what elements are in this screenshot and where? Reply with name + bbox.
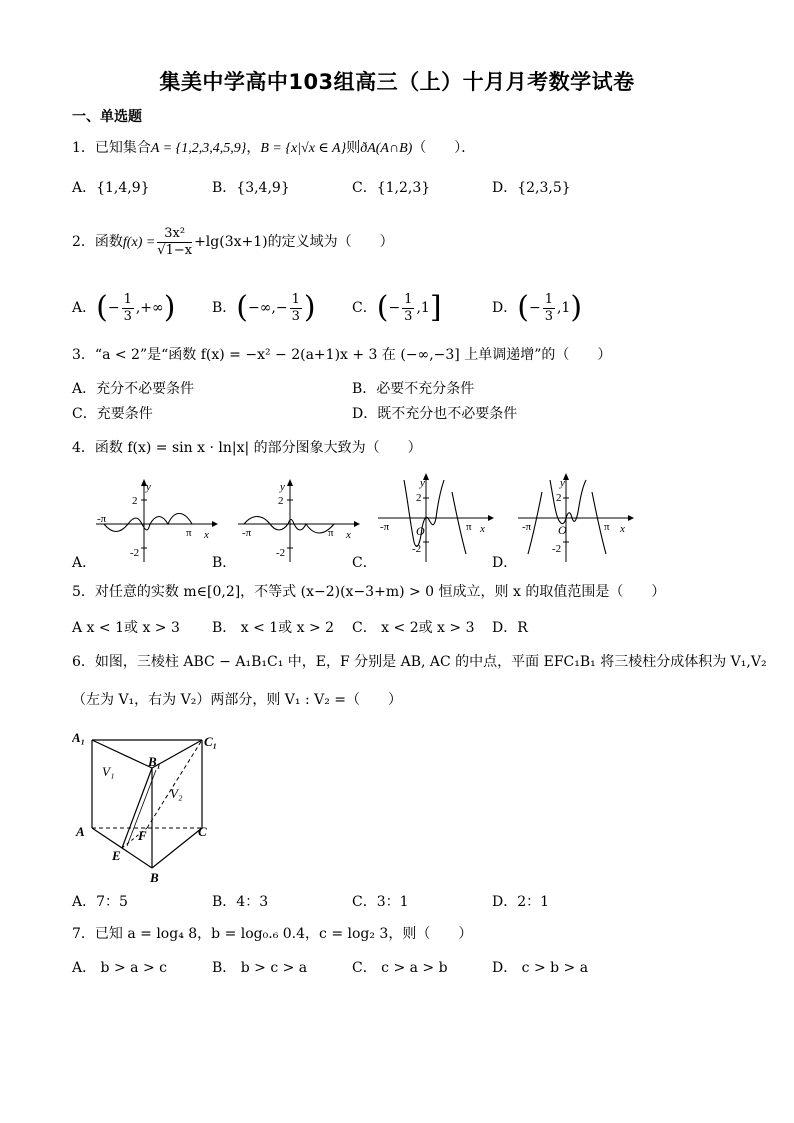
svg-text:2: 2 [132,495,138,507]
question-5: 5．对任意的实数 m∈[0,2]，不等式 (x−2)(x−3+m) > 0 恒成立，则 x 的取值范围是（ ） [72,584,666,600]
q6-option-a[interactable]: A．7：5 [72,894,128,910]
svg-text:F: F [138,828,147,843]
svg-text:-π: -π [380,521,390,533]
svg-text:x: x [346,529,351,541]
q3-option-b[interactable]: B．必要不充分条件 [352,381,475,397]
svg-text:y: y [420,477,425,489]
svg-text:A: A [76,824,85,839]
q2-option-b[interactable]: B．(−∞,− $\frac{1}{3}$ ) [212,290,316,325]
question-4: 4．函数 f(x) = sin x · ln|x| 的部分图象大致为（ ） [72,440,422,456]
q7-option-c[interactable]: C． c > a > b [352,960,448,976]
svg-text:2: 2 [556,492,562,504]
q4-graph-b [236,478,360,564]
q4-option-b[interactable]: B． [212,555,237,571]
svg-text:-2: -2 [412,543,422,555]
svg-text:-π: -π [242,527,252,539]
q6-option-d[interactable]: D．2：1 [492,894,550,910]
svg-text:2: 2 [416,492,422,504]
svg-text:x: x [480,523,485,535]
q1-option-d[interactable]: D．{2,3,5} [492,180,571,196]
q6-prism-figure [72,728,232,886]
q3-option-a[interactable]: A．充分不必要条件 [72,381,195,397]
question-2: 2．函数f(x) = $\frac{\text{3x²}}{√1-x}$ +lg(3x+1)的定义域为（ ） [72,225,394,258]
q2-option-d[interactable]: D．(− $\frac{1}{3}$ ,1) [492,290,583,325]
svg-text:C₁: C₁ [204,734,218,749]
q6-option-b[interactable]: B．4：3 [212,894,269,910]
svg-text:-2: -2 [552,543,562,555]
q5-option-c[interactable]: C． x < 2或 x > 3 [352,620,475,636]
q4-option-d[interactable]: D． [492,555,518,571]
q5-option-d[interactable]: D．R [492,620,528,636]
svg-text:-π: -π [97,513,107,525]
q6-option-c[interactable]: C．3：1 [352,894,409,910]
svg-text:-2: -2 [130,547,140,559]
exam-title: 集美中学高中103组高三（上）十月月考数学试卷 [159,70,635,94]
q1-option-b[interactable]: B．{3,4,9} [212,180,290,196]
question-3: 3．“a < 2”是“函数 f(x) = −x² − 2(a+1)x + 3 在 (−∞,−3] 上单调递增”的（ ） [72,347,612,363]
svg-text:-π: -π [522,521,532,533]
question-6-line-1: 6．如图，三棱柱 ABC − A₁B₁C₁ 中，E，F 分别是 AB, AC 的中点，平面 EFC₁B₁ 将三棱柱分成体积为 V₁,V₂ [72,654,767,670]
svg-text:π: π [466,521,472,533]
q2-option-c[interactable]: C．(− $\frac{1}{3}$ ,1] [352,290,442,325]
svg-text:V₂: V₂ [170,786,183,801]
q4-option-a[interactable]: A． [72,555,97,571]
svg-text:π: π [186,527,192,539]
question-6-line-2: （左为 V₁，右为 V₂）两部分，则 V₁ : V₂ =（ ） [72,692,403,708]
svg-text:π: π [604,521,610,533]
question-1: 1．已知集合A = {1,2,3,4,5,9}，B = {x|√x ∈ A}则ðA(A∩B)（ ）． [72,140,476,156]
svg-text:B: B [150,870,159,885]
svg-text:O: O [558,523,567,537]
svg-text:y: y [146,481,151,493]
section-heading: 一、单选题 [72,109,142,125]
svg-text:B₁: B₁ [148,754,162,769]
svg-text:A₁: A₁ [72,730,86,745]
svg-text:-2: -2 [276,547,286,559]
q4-option-c[interactable]: C． [352,555,377,571]
q7-option-d[interactable]: D． c > b > a [492,960,589,976]
svg-text:x: x [204,529,209,541]
svg-text:O: O [416,524,425,538]
svg-text:E: E [112,848,121,863]
q7-option-a[interactable]: A． b > a > c [72,960,167,976]
svg-text:x: x [620,523,625,535]
q7-option-b[interactable]: B． b > c > a [212,960,308,976]
q1-option-c[interactable]: C．{1,2,3} [352,180,431,196]
svg-text:C: C [198,824,207,839]
q5-option-a[interactable]: A x < 1或 x > 3 [72,620,180,636]
q3-option-c[interactable]: C．充要条件 [72,406,153,422]
q3-option-d[interactable]: D．既不充分也不必要条件 [352,406,518,422]
q4-graph-c [376,472,500,564]
q5-option-b[interactable]: B． x < 1或 x > 2 [212,620,335,636]
svg-text:y: y [280,481,285,493]
q1-option-a[interactable]: A．{1,4,9} [72,180,150,196]
q2-option-a[interactable]: A．(− $\frac{1}{3}$ ,+∞) [72,290,176,325]
q4-graph-d [516,472,640,564]
svg-text:2: 2 [278,495,284,507]
svg-text:π: π [328,527,334,539]
question-7: 7．已知 a = log₄ 8，b = log₀.₆ 0.4，c = log₂ 3，则（ ） [72,926,473,942]
svg-text:y: y [560,477,565,489]
q4-graph-a [94,478,218,564]
svg-text:V₁: V₁ [102,764,115,779]
